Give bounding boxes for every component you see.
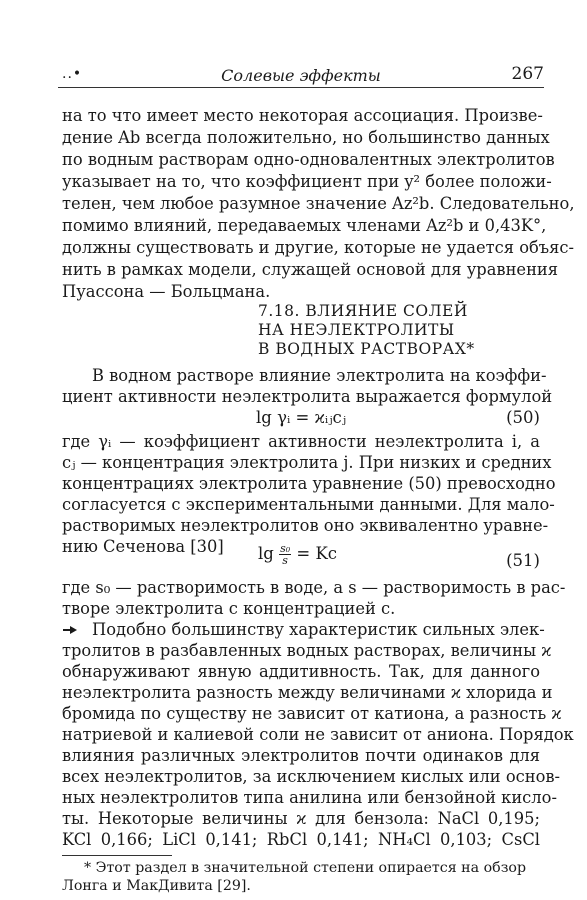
equation-51: [258, 543, 337, 566]
text-line: на то что имеет место некоторая ассоциация. Произве-: [62, 106, 543, 125]
footnote-rule: [62, 855, 172, 856]
text-line: нить в рамках модели, служащей основой для уравнения: [62, 260, 559, 279]
text-line: должны существовать и другие, которые не удается объяс-: [62, 238, 575, 257]
eq-fraction: [279, 543, 291, 566]
text-line: ных неэлектролитов типа анилина или бензойной кисло-: [62, 788, 557, 807]
text-line: дение Ab всегда положительно, но большинство данных: [62, 128, 550, 147]
text-line: натриевой и калиевой соли не зависит от аниона. Порядок: [62, 725, 574, 744]
eq-rhs: = Kc: [296, 544, 338, 563]
text-line: где s₀ — растворимость в воде, а s — растворимость в рас-: [62, 578, 566, 597]
text-line: неэлектролита разность между величинами ϰ хлорида и: [62, 683, 553, 702]
text-line: циент активности неэлектролита выражается формулой: [62, 387, 553, 406]
text-line: обнаруживают явную аддитивность. Так, для данного: [62, 662, 540, 681]
text-line: творе электролита с концентрацией c.: [62, 599, 396, 618]
eq-lg: lg: [258, 544, 274, 563]
text-line: указывает на то, что коэффициент при y² более положи-: [62, 172, 552, 191]
footnote-line: * Этот раздел в значительной степени опирается на обзор: [84, 860, 527, 876]
text-line: растворимых неэлектролитов оно эквивалентно уравне-: [62, 516, 549, 535]
header-rule: [58, 87, 544, 88]
footnote-line: Лонга и МакДивита [29].: [62, 878, 251, 894]
text-line: В водном растворе влияние электролита на коэффи-: [92, 366, 547, 385]
text-line: бромида по существу не зависит от катиона, а разность ϰ: [62, 704, 562, 723]
text-line: cⱼ — концентрация электролита j. При низких и средних: [62, 453, 552, 472]
text-line: ты. Некоторые величины ϰ для бензола: NaCl 0,195;: [62, 809, 540, 828]
eq-numerator: s₀: [280, 542, 291, 555]
text-line: Пуассона — Больцмана.: [62, 282, 271, 301]
section-heading-line: 7.18. ВЛИЯНИЕ СОЛЕЙ: [258, 302, 468, 320]
header-mark: ..•: [62, 66, 83, 82]
text-line: Подобно большинству характеристик сильных элек-: [92, 620, 545, 639]
equation-50: lg γᵢ = ϰᵢⱼcⱼ: [256, 408, 347, 427]
text-line: по водным растворам одно-одновалентных электролитов: [62, 150, 555, 169]
running-header: [58, 62, 544, 86]
text-line: нию Сеченова [30]: [62, 537, 224, 556]
running-title: Солевые эффекты: [221, 66, 381, 85]
section-heading-line: В ВОДНЫХ РАСТВОРАХ*: [258, 340, 475, 358]
text-line: телен, чем любое разумное значение Az²b. Следовательно,: [62, 194, 575, 213]
text-line: помимо влияний, передаваемых членами Az²b и 0,43K°,: [62, 216, 547, 235]
text-line: KCl 0,166; LiCl 0,141; RbCl 0,141; NH₄Cl 0,103; CsCl: [62, 830, 540, 849]
equation-number: (51): [506, 551, 540, 570]
text-line: тролитов в разбавленных водных растворах, величины ϰ: [62, 641, 552, 660]
text-line: концентрациях электролита уравнение (50) превосходно: [62, 474, 556, 493]
eq-denominator: s: [282, 554, 288, 567]
text-line: влияния различных электролитов почти одинаков для: [62, 746, 540, 765]
text-line: всех неэлектролитов, за исключением кислых или основ-: [62, 767, 561, 786]
text-line: согласуется с экспериментальными данными. Для мало-: [62, 495, 555, 514]
equation-number: (50): [506, 408, 540, 427]
section-heading-line: НА НЕЭЛЕКТРОЛИТЫ: [258, 321, 455, 339]
text-line: где γᵢ — коэффициент активности неэлектролита i, а: [62, 432, 540, 451]
page-number: 267: [511, 64, 544, 84]
pointing-hand-icon: [62, 623, 80, 639]
